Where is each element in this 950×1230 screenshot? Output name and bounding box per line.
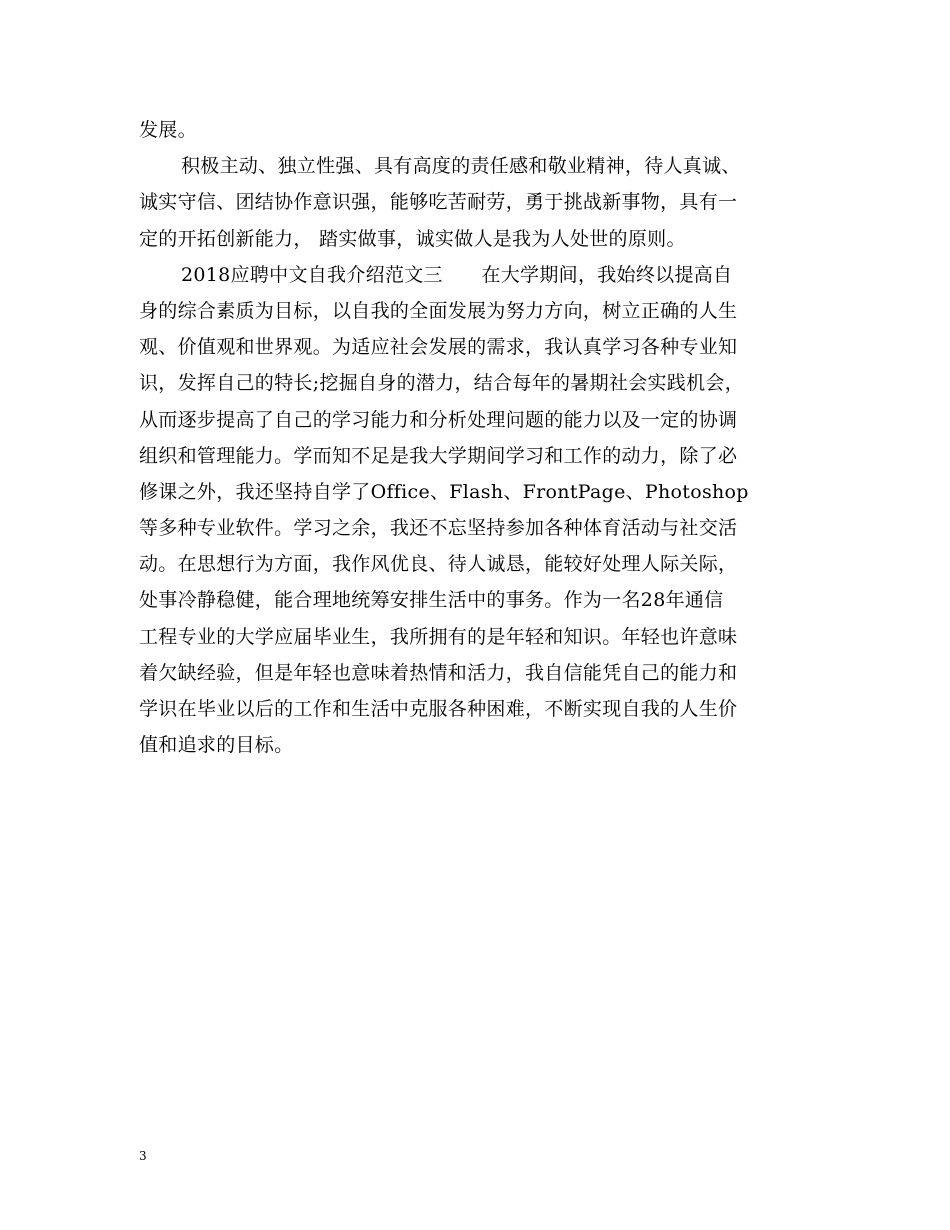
text-line: 观、价值观和世界观。为适应社会发展的需求，我认真学习各种专业知 xyxy=(139,336,738,359)
text-line: 身的综合素质为目标，以自我的全面发展为努力方向，树立正确的人生 xyxy=(139,299,738,322)
text-line: 工程专业的大学应届毕业生，我所拥有的是年轻和知识。年轻也许意味 xyxy=(139,625,738,648)
text-line: 处事冷静稳健，能合理地统筹安排生活中的事务。作为一名28年通信 xyxy=(139,589,724,612)
text-line: 等多种专业软件。学习之余，我还不忘坚持参加各种体育活动与社交活 xyxy=(139,517,738,540)
text-line: 定的开拓创新能力， 踏实做事，诚实做人是我为人处世的原则。 xyxy=(139,227,686,250)
paragraph-first-line: 2018应聘中文自我介绍范文三 在大学期间，我始终以提高自 xyxy=(181,263,733,286)
text-line: 发展。 xyxy=(139,119,197,141)
text-line: 从而逐步提高了自己的学习能力和分析处理问题的能力以及一定的协调 xyxy=(139,408,738,431)
text-line: 组织和管理能力。学而知不足是我大学期间学习和工作的动力，除了必 xyxy=(139,444,738,467)
text-line: 诚实守信、团结协作意识强，能够吃苦耐劳，勇于挑战新事物，具有一 xyxy=(139,191,738,214)
text-line: 修课之外，我还坚持自学了Office、Flash、FrontPage、Photoshop xyxy=(139,480,749,503)
text-line: 动。在思想行为方面，我作风优良、待人诚恳，能较好处理人际关际， xyxy=(139,553,738,576)
text-line: 值和追求的目标。 xyxy=(139,734,294,757)
paragraph-first-line: 积极主动、独立性强、具有高度的责任感和敬业精神，待人真诚、 xyxy=(181,155,741,178)
text-line: 识，发挥自己的特长;挖掘自身的潜力，结合每年的暑期社会实践机会， xyxy=(139,372,745,395)
page-number: 3 xyxy=(139,1149,147,1163)
body-text xyxy=(139,112,813,763)
text-line: 着欠缺经验，但是年轻也意味着热情和活力，我自信能凭自己的能力和 xyxy=(139,661,738,684)
text-line: 学识在毕业以后的工作和生活中克服各种困难，不断实现自我的人生价 xyxy=(139,698,738,720)
